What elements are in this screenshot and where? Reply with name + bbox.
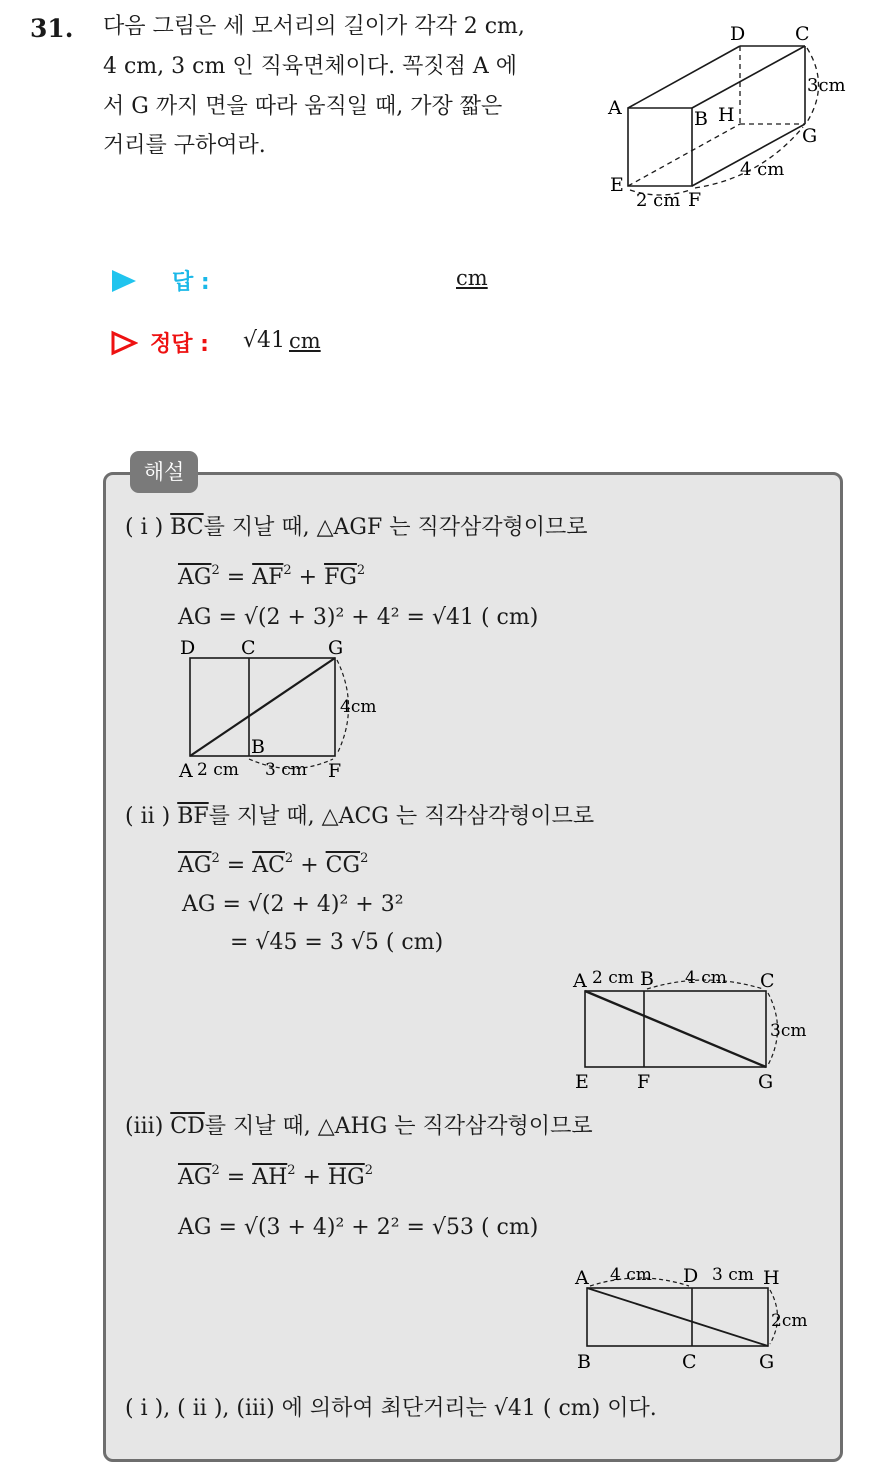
svg-text:E: E	[575, 1071, 589, 1093]
answer-blank[interactable]	[230, 292, 452, 293]
conclusion: ( i ), ( ii ), (iii) 에 의하여 최단거리는 √41 ( cm) 이다.	[125, 1396, 657, 1421]
cuboid-figure	[600, 18, 860, 218]
solution-tab: 해설	[130, 451, 198, 493]
svg-text:D: D	[180, 637, 196, 659]
question-line-1: 다음 그림은 세 모서리의 길이가 각각 2 cm,	[103, 14, 525, 39]
svg-text:C: C	[760, 970, 775, 992]
case2-heading: ( ii ) $\overline{BF}$를 지날 때, △ACG 는 직각삼각형이므로	[125, 804, 595, 829]
correct-value: √41	[243, 328, 286, 353]
case1-edge: $\overline{BC}$	[170, 515, 204, 540]
dim-3cm-label: 3cm	[807, 75, 846, 96]
case2-eq2: AG = √(2 + 4)² + 3²	[182, 892, 404, 917]
svg-text:2cm: 2cm	[771, 1311, 808, 1331]
correct-unit: cm	[289, 329, 321, 353]
answer-label: 답 :	[172, 270, 210, 295]
answer-arrow-icon	[110, 268, 138, 294]
svg-text:4cm: 4cm	[340, 697, 377, 717]
svg-text:3cm: 3cm	[770, 1021, 807, 1041]
case2-net-figure	[565, 963, 825, 1093]
dim-4cm-label: 4 cm	[740, 159, 785, 180]
case1-rest: 를 지날 때, △AGF 는 직각삼각형이므로	[203, 515, 588, 540]
svg-text:4 cm: 4 cm	[610, 1265, 652, 1285]
question-line-4: 거리를 구하여라.	[103, 133, 266, 158]
svg-text:G: G	[759, 1351, 775, 1373]
case1-net-figure	[175, 632, 415, 784]
correct-arrow-icon	[110, 330, 138, 356]
question-line-3: 서 G 까지 면을 따라 움직일 때, 가장 짧은	[103, 94, 503, 119]
vertex-a-label: A	[608, 97, 622, 119]
answer-unit: cm	[456, 266, 488, 290]
svg-text:A: A	[179, 760, 193, 782]
svg-text:C: C	[241, 637, 256, 659]
svg-text:F: F	[637, 1071, 651, 1093]
case1-eq2: AG = √(2 + 3)² + 4² = √41 ( cm)	[178, 605, 539, 630]
correct-label: 정답 :	[150, 332, 209, 357]
svg-text:2 cm: 2 cm	[197, 760, 239, 780]
svg-text:F: F	[328, 760, 342, 782]
svg-text:H: H	[763, 1267, 780, 1289]
vertex-f-label: F	[688, 189, 702, 211]
case2-eq1: $\overline{AG}^2 = \overline{AC}^2 + \overline{CG}^2$	[178, 851, 369, 878]
case1-heading	[125, 513, 588, 543]
dim-2cm-label: 2 cm	[636, 190, 681, 211]
case3-eq2: AG = √(3 + 4)² + 2² = √53 ( cm)	[178, 1215, 539, 1240]
case3-heading: (iii) $\overline{CD}$를 지날 때, △AHG 는 직각삼각형이므로	[125, 1114, 593, 1139]
svg-text:B: B	[251, 736, 265, 758]
svg-text:G: G	[758, 1071, 774, 1093]
svg-text:3 cm: 3 cm	[265, 760, 307, 780]
svg-text:G: G	[328, 637, 344, 659]
case1-prefix: ( i )	[125, 515, 164, 540]
vertex-c-label: C	[795, 23, 810, 45]
svg-text:B: B	[577, 1351, 591, 1373]
vertex-e-label: E	[610, 174, 624, 196]
vertex-h-label: H	[718, 104, 735, 126]
svg-text:A: A	[573, 970, 587, 992]
case3-eq1: $\overline{AG}^2 = \overline{AH}^2 + \overline{HG}^2$	[178, 1163, 374, 1190]
case2-eq3: = √45 = 3 √5 ( cm)	[230, 930, 444, 955]
vertex-b-label: B	[694, 108, 708, 130]
question-line-2: 4 cm, 3 cm 인 직육면체이다. 꼭짓점 A 에	[103, 54, 517, 79]
svg-text:2 cm: 2 cm	[592, 968, 634, 988]
vertex-d-label: D	[730, 23, 746, 45]
case1-eq1: $\overline{AG}^2 = \overline{AF}^2 + \overline{FG}^2$	[178, 563, 366, 590]
question-number: 31.	[30, 14, 74, 43]
svg-text:4 cm: 4 cm	[685, 968, 727, 988]
svg-text:A: A	[575, 1267, 589, 1289]
case3-net-figure	[565, 1260, 825, 1380]
svg-text:D: D	[683, 1265, 699, 1287]
vertex-g-label: G	[802, 125, 818, 147]
svg-text:B: B	[640, 968, 654, 990]
svg-text:C: C	[682, 1351, 697, 1373]
svg-text:3 cm: 3 cm	[712, 1265, 754, 1285]
